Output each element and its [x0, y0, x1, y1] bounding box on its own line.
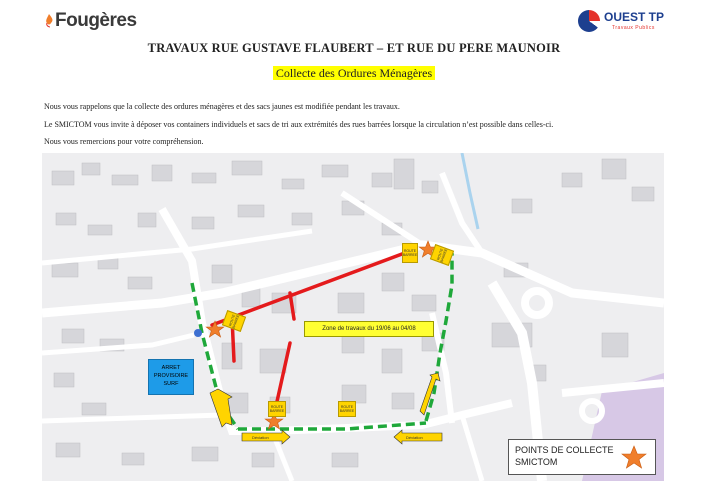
deviation-label: Déviation [406, 435, 423, 440]
legend-line: SMICTOM [515, 457, 558, 467]
road-closed-sign: ROUTE BARREE [222, 310, 246, 332]
stream [462, 153, 478, 229]
flame-icon [44, 14, 54, 28]
temporary-bus-stop [148, 359, 194, 395]
bus-stop-line: SURF [163, 381, 179, 387]
paragraph-3: Nous vous remercions pour votre compréhension. [44, 137, 204, 146]
deviation-arrow-icon [420, 373, 440, 415]
deviation-label: Déviation [252, 435, 269, 440]
works-map [42, 153, 664, 481]
bus-stop-line: PROVISOIRE [153, 373, 189, 379]
paragraph-2: Le SMICTOM vous invite à déposer vos containers individuels et sacs de tri aux extrémités des rues barrées lorsque la circulation n’est possible dans celles-ci. [44, 120, 554, 129]
legend-line: POINTS DE COLLECTE [515, 445, 614, 455]
roundabout [525, 291, 549, 315]
page-subtitle: Collecte des Ordures Ménagères [273, 66, 435, 80]
map-drawing [42, 153, 664, 481]
fougeres-logo [44, 8, 137, 34]
road-closed-sign: ROUTE BARREE [268, 401, 286, 417]
bus-stop-line: ARRET [161, 365, 181, 371]
works-zone-label: Zone de travaux du 19/06 au 04/08 [304, 321, 434, 337]
ouest-tp-logo [578, 8, 668, 36]
page-title: TRAVAUX RUE GUSTAVE FLAUBERT – ET RUE DU PERE MAUNOIR [147, 41, 561, 55]
ouest-tp-tagline: Travaux Publics [612, 25, 655, 31]
ouest-tp-name: OUEST TP [604, 10, 665, 24]
subtitle-container [0, 64, 708, 82]
roundabout-2 [582, 401, 602, 421]
map-buildings [52, 159, 654, 467]
road-closed-sign: ROUTE BARREE [430, 244, 454, 266]
road-closed-sign: ROUTE BARREE [402, 243, 418, 263]
bus-stop-marker-icon [194, 329, 202, 337]
ouest-tp-emblem-icon [578, 10, 600, 32]
paragraph-1: Nous vous rappelons que la collecte des ordures ménagères et des sacs jaunes est modifiée pendant les travaux. [44, 102, 400, 111]
map-legend [508, 439, 656, 475]
fougeres-logo-text: Fougères [55, 10, 137, 31]
road-closed-sign: ROUTE BARREE [338, 401, 356, 417]
